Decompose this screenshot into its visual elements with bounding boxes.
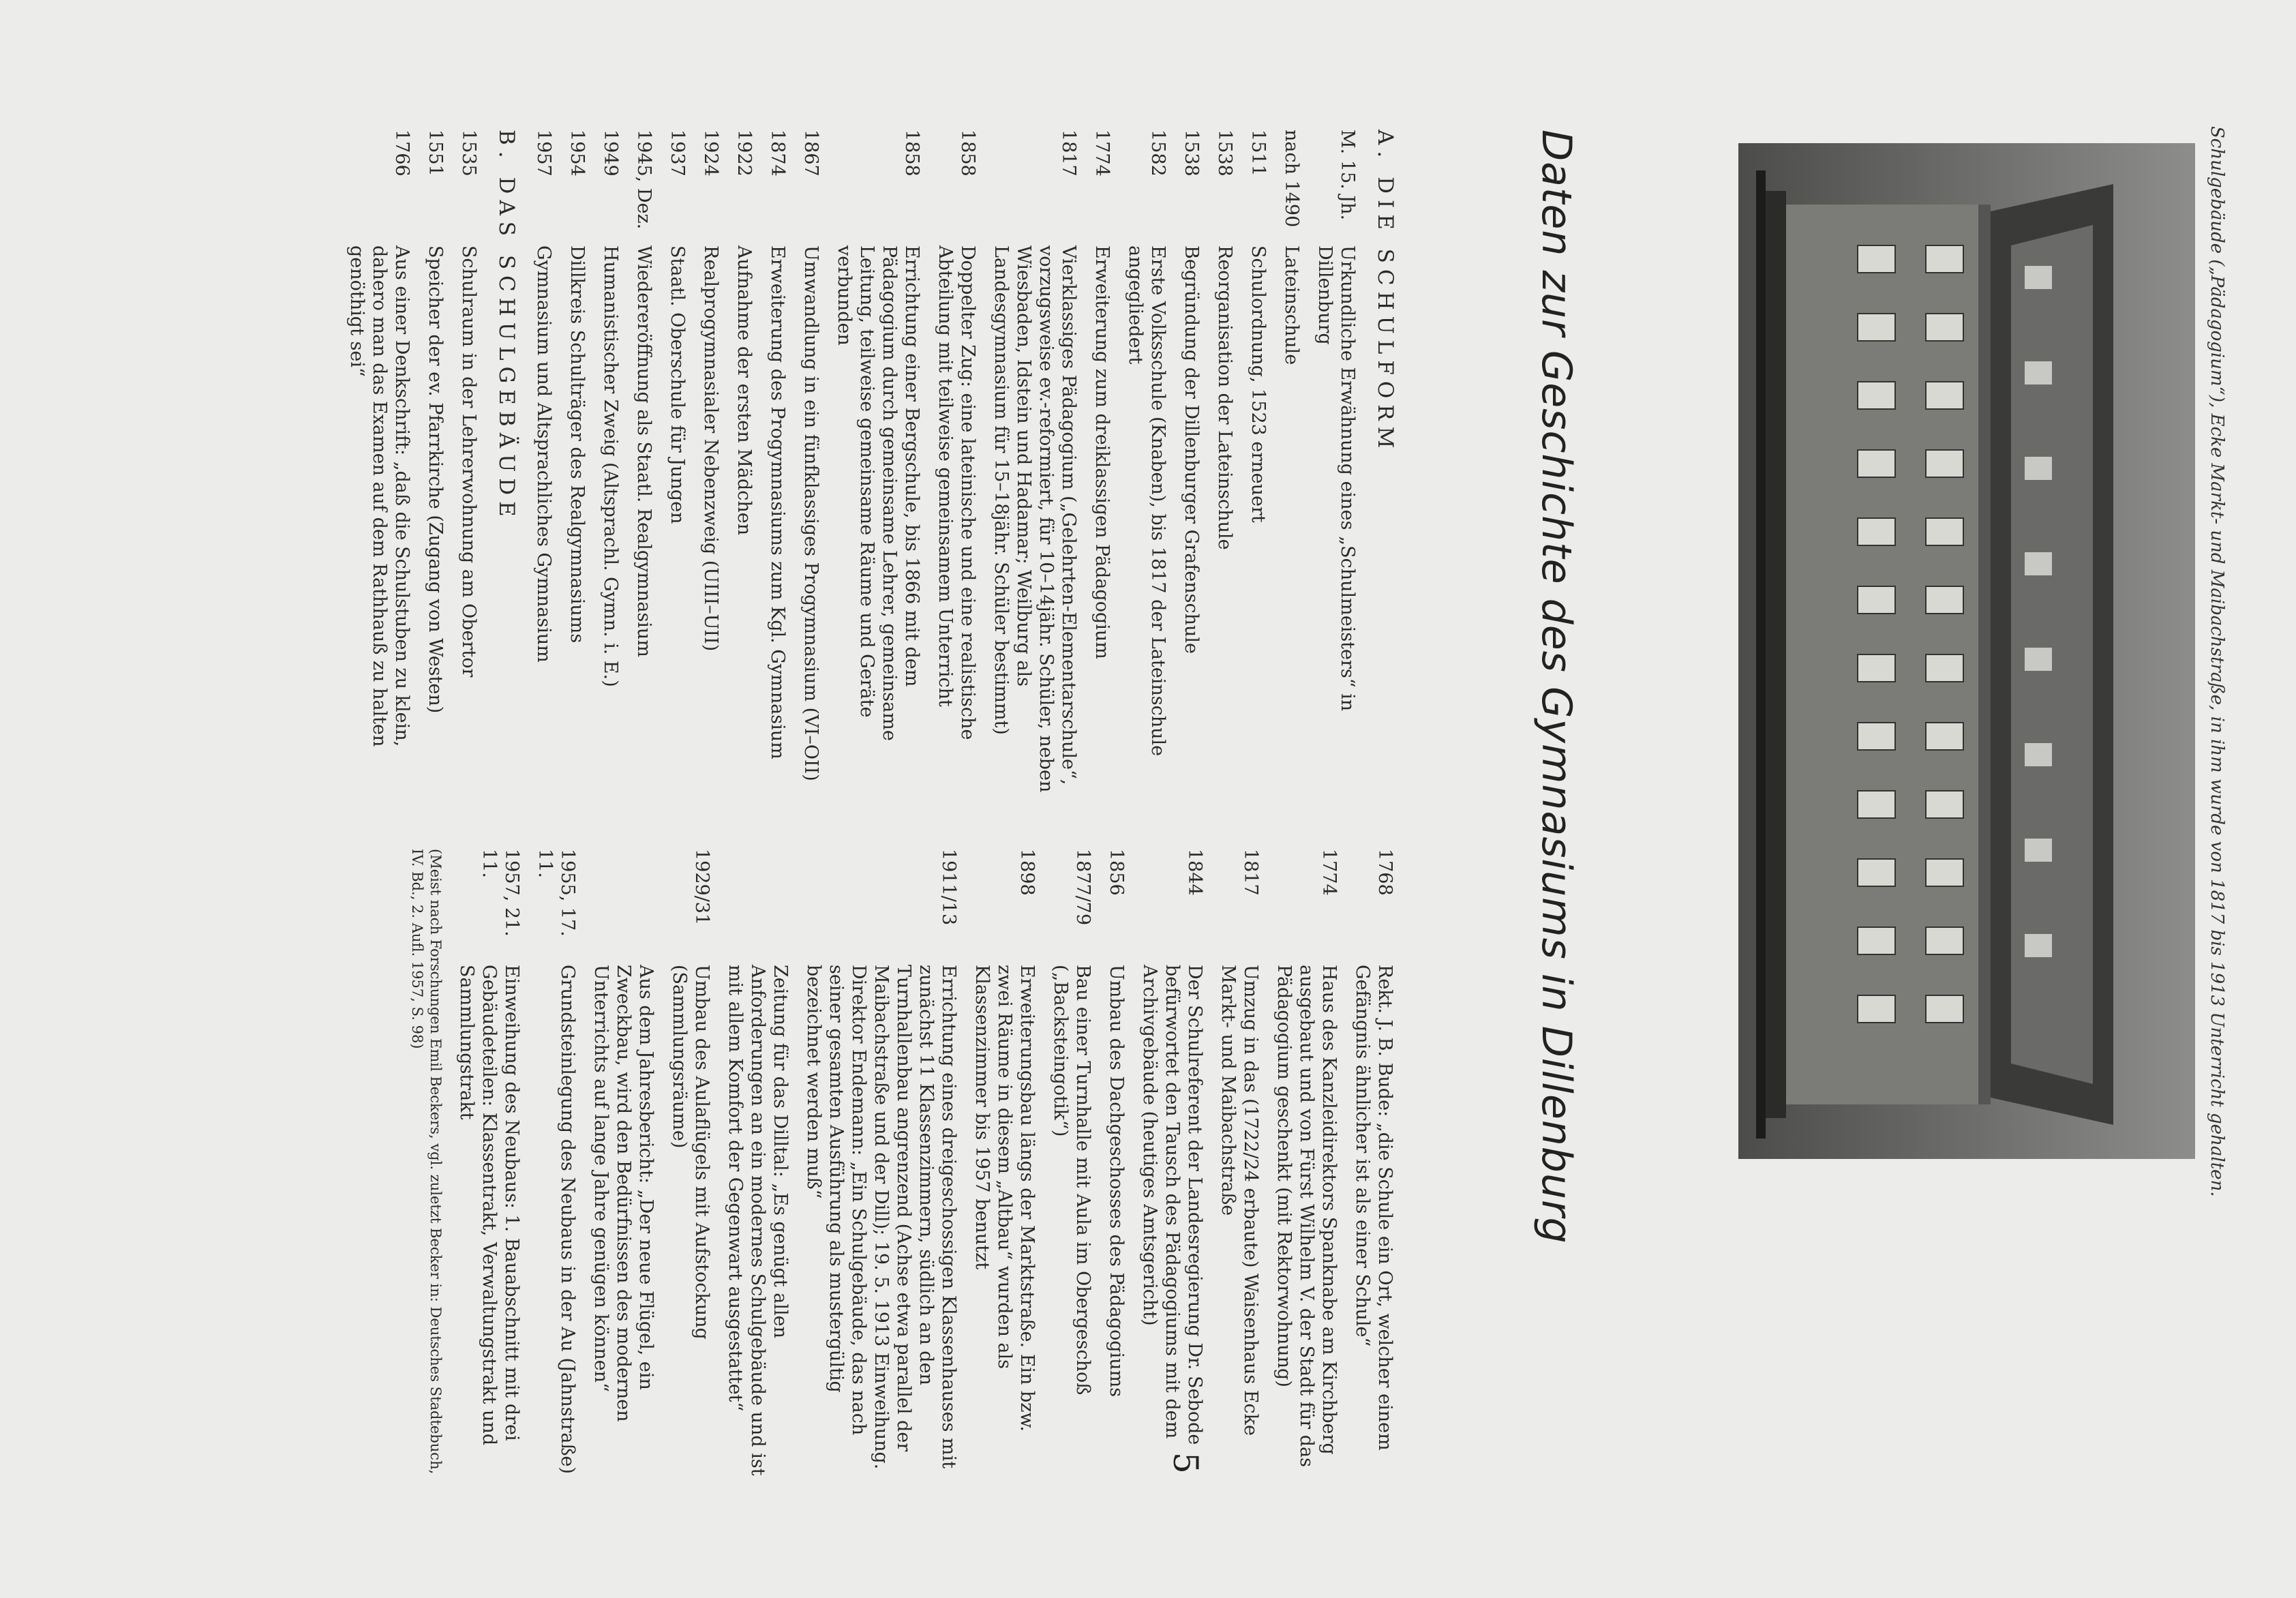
entry-text: Schulordnung, 1523 erneuert: [1248, 245, 1269, 523]
timeline-entry: [833, 130, 923, 798]
entry-year: 1898: [1016, 849, 1038, 896]
timeline-entry: [532, 130, 555, 798]
entry-text: Speicher der ev. Pfarrkirche (Zugang von Westen): [425, 245, 446, 714]
timeline-entry: [1213, 130, 1236, 798]
timeline-entry: [1217, 849, 1262, 1476]
timeline-entry: [1314, 130, 1359, 798]
entry-text: Gymnasium und Altsprachliches Gymnasium: [533, 245, 554, 663]
entry-year: 1856: [1106, 849, 1127, 896]
section-b-continued-list: [455, 849, 1396, 1476]
entry-text: Zeitung für das Dilltal: „Es genügt allen Anforderungen an ein modernes Schulgebäude und ist mit allem Komfort der Gegenwart ausgestattet“: [725, 965, 791, 1476]
timeline-entry: [934, 130, 979, 798]
entry-text: Doppelter Zug: eine lateinische und eine realistische Abteilung mit teilweise gemeinsamem Unterricht: [935, 245, 978, 740]
section-b-heading: B. DAS SCHULGEBÄUDE: [494, 130, 519, 523]
entry-text: Reorganisation der Lateinschule: [1214, 245, 1235, 550]
entry-text: Erweiterungsbau längs der Marktstraße. Ein bzw. zwei Räume in diesem „Altbau“ wurden als Klassenzimmer bis 1957 benutzt: [971, 965, 1038, 1432]
entry-year: 1817: [1240, 849, 1261, 896]
entry-text: Bau einer Turnhalle mit Aula im Obergeschoß („Backsteingotik“): [1050, 965, 1093, 1396]
entry-text: Begründung der Dillenburger Grafenschule: [1181, 245, 1202, 654]
timeline-entry: [990, 130, 1080, 798]
entry-year: 1867: [800, 130, 821, 177]
entry-text: Lateinschule: [1281, 245, 1302, 365]
timeline-entry: [1124, 130, 1169, 798]
timeline-entry: [1351, 849, 1396, 1476]
timeline-entry: [1091, 130, 1113, 798]
entry-year: 1535: [458, 130, 479, 177]
entry-year: 1511: [1248, 130, 1269, 177]
timeline-entry: [599, 130, 622, 798]
timeline-entry: [1280, 130, 1303, 798]
photo-caption: Schulgebäude („Pädagogium“), Ecke Markt- und Maibachstraße, in ihm wurde von 1817 bis 1913 Unterricht gehalten.: [2207, 126, 2227, 1197]
entry-year: 1949: [600, 130, 621, 177]
entry-year: 1774: [1318, 849, 1340, 896]
timeline-entry: [733, 130, 755, 798]
entry-text: Schulraum in der Lehrerwohnung am Obertor: [458, 245, 479, 678]
timeline-entry: [1049, 849, 1094, 1476]
entry-year: [724, 849, 791, 965]
timeline-entry: [566, 130, 588, 798]
right-column: [408, 849, 1396, 1476]
entry-year: 1538: [1214, 130, 1235, 177]
timeline-entry: [802, 849, 960, 1476]
page-title: Daten zur Geschichte des Gymnasiums in Dillenburg: [1532, 130, 1580, 1244]
entry-year: 1877/79: [1072, 849, 1093, 926]
entry-text: Urkundliche Erwähnung eines „Schulmeisters“ in Dillenburg: [1314, 245, 1358, 712]
section-a-list: [532, 130, 1359, 798]
entry-year: nach 1490: [1281, 130, 1302, 228]
entry-text: Haus des Kanzleidirektors Spanknabe am Kirchberg ausgebaut und von Fürst Wilhelm V. der Stadt für das Pädagogium geschenkt (mit Rektorwohnung): [1273, 965, 1340, 1467]
entry-text: Aufnahme der ersten Mädchen: [734, 245, 755, 536]
entry-text: Realprogymnasialer Nebenzweig (UIII–UII): [700, 245, 721, 652]
section-a-heading: A. DIE SCHULFORM: [1373, 130, 1398, 455]
entry-year: 1551: [425, 130, 446, 177]
entry-text: Vierklassiges Pädagogium („Gelehrten-Elementarschule“, vorzugsweise ev.-reformiert, für 10–14jähr. Schüler, neben Wiesbaden, Idstein und Hadamar; Weilburg als Landesgymnasium für 15–18jähr. Schüler bestimmt): [991, 245, 1079, 793]
entry-year: 1582: [1147, 130, 1168, 177]
entry-text: Umwandlung in ein fünfklassiges Progymnasium (VI–OII): [800, 245, 821, 781]
page-number: 5: [1166, 1452, 1205, 1474]
entry-year: 1858: [957, 130, 978, 177]
entry-year: 1945, Dez.: [633, 130, 654, 230]
timeline-entry: [699, 130, 722, 798]
timeline-entry: [1138, 849, 1206, 1476]
entry-text: Humanistischer Zweig (Altsprachl. Gymn. i. E.): [600, 245, 621, 687]
entry-text: Erweiterung des Progymnasiums zum Kgl. Gymnasium: [767, 245, 788, 759]
school-building-photo: [1738, 143, 2195, 1159]
entry-year: 1954: [567, 130, 588, 177]
timeline-entry: [457, 130, 480, 798]
timeline-entry: [1105, 849, 1128, 1476]
entry-text: Aus dem Jahresbericht: „Der neue Flügel, ein Zweckbau, wird den Bedürfnissen des modernen Unterrichts auf lange Jahre genügen können“: [590, 965, 656, 1422]
timeline-entry: [1273, 849, 1340, 1476]
entry-text: Umzug in das (1722/24 erbaute) Waisenhaus Ecke Markt- und Maibachstraße: [1218, 965, 1261, 1436]
entry-year: 1957, 21. 11.: [479, 849, 522, 937]
timeline-entry: [424, 130, 447, 798]
timeline-entry: [590, 849, 657, 1476]
entry-text: Erste Volksschule (Knaben), bis 1817 der Lateinschule angegliedert: [1125, 245, 1168, 757]
entry-year: 1766: [391, 130, 412, 177]
timeline-entry: [724, 849, 791, 1476]
timeline-entry: [800, 130, 822, 798]
timeline-entry: [455, 849, 523, 1476]
entry-year: 1774: [1091, 130, 1113, 177]
entry-text: Grundsteinlegung des Neubaus in der Au (Jahnstraße): [557, 965, 578, 1475]
entry-year: 1955, 17. 11.: [534, 849, 578, 937]
entry-year: 1911/13: [938, 849, 959, 926]
timeline-entry: [346, 130, 413, 798]
entry-year: 1937: [667, 130, 688, 177]
entry-year: 1957: [533, 130, 554, 177]
footnote: (Meist nach Forschungen Emil Beckers, vgl. zuletzt Becker in: Deutsches Stadtebuch, IV. Bd., 2. Aufl. 1957, S. 98): [409, 849, 444, 1475]
entry-text: Wiedereröffnung als Staatl. Realgymnasium: [633, 245, 654, 657]
timeline-entry: [1247, 130, 1269, 798]
entry-year: [590, 849, 657, 965]
timeline-entry: [668, 849, 713, 1476]
entry-year: 1844: [1184, 849, 1205, 896]
entry-year: 1874: [767, 130, 788, 177]
entry-text: Errichtung eines dreigeschossigen Klassenhauses mit zunächst 11 Klassenzimmern, südlich an den Turnhallenbau angrenzend (Achse etwa parallel der Maibachstraße und der Dill); 19. 5. 1913 Einweihung. Direktor Endemann: „Ein Schulgebäude, das nach seiner gesamten Ausführung als mustergültig bezeichnet werden muß“: [803, 965, 959, 1470]
section-b-list: [346, 130, 480, 798]
entry-text: Errichtung einer Bergschule, bis 1866 mit dem Pädagogium durch gemeinsame Lehrer, gemeinsame Leitung, teilweise gemeinsame Räume und Geräte verbunden: [834, 245, 922, 741]
entry-year: 1924: [700, 130, 721, 177]
entry-year: 1929/31: [691, 849, 712, 926]
entry-year: 1858: [901, 130, 922, 177]
timeline-entry: [633, 130, 655, 798]
entry-text: Rekt. J. B. Bude: „die Schule ein Ort, welcher einem Gefängnis ähnlicher ist als einer Schule“: [1352, 965, 1395, 1451]
entry-year: M. 15. Jh.: [1337, 130, 1358, 221]
timeline-entry: [1180, 130, 1203, 798]
entry-text: Der Schulreferent der Landesregierung Dr. Sebode befürwortet den Tausch des Pädagogiums mit dem Archivgebäude (heutiges Amtsgericht): [1139, 965, 1205, 1445]
entry-text: Staatl. Oberschule für Jungen: [667, 245, 688, 524]
timeline-entry: [971, 849, 1038, 1476]
entry-year: 1768: [1374, 849, 1395, 896]
entry-year: 1817: [1058, 130, 1079, 177]
building-model-image: [1738, 143, 2195, 1159]
left-column: [335, 130, 1396, 798]
entry-text: Einweihung des Neubaus: 1. Bauabschnitt mit drei Gebäudeteilen: Klassentrakt, Verwaltungstrakt und Sammlungstrakt: [456, 965, 522, 1446]
entry-text: Aus einer Denkschrift: „daß die Schulstuben zu klein, dahero man das Examen auf dem Rathhauß zu halten genöthigt sei“: [346, 245, 412, 747]
timeline-entry: [666, 130, 689, 798]
timeline-entry: [534, 849, 579, 1476]
entry-text: Umbau des Dachgeschosses des Pädagogiums: [1106, 965, 1127, 1398]
entry-text: Erweiterung zum dreiklassigen Pädagogium: [1091, 245, 1113, 659]
entry-year: 1922: [734, 130, 755, 177]
timeline-entry: [766, 130, 789, 798]
entry-year: 1538: [1181, 130, 1202, 177]
entry-text: Umbau des Aulaflügels mit Aufstockung (Sammlungsräume): [669, 965, 712, 1340]
entry-text: Dillkreis Schulträger des Realgymnasiums: [567, 245, 588, 644]
